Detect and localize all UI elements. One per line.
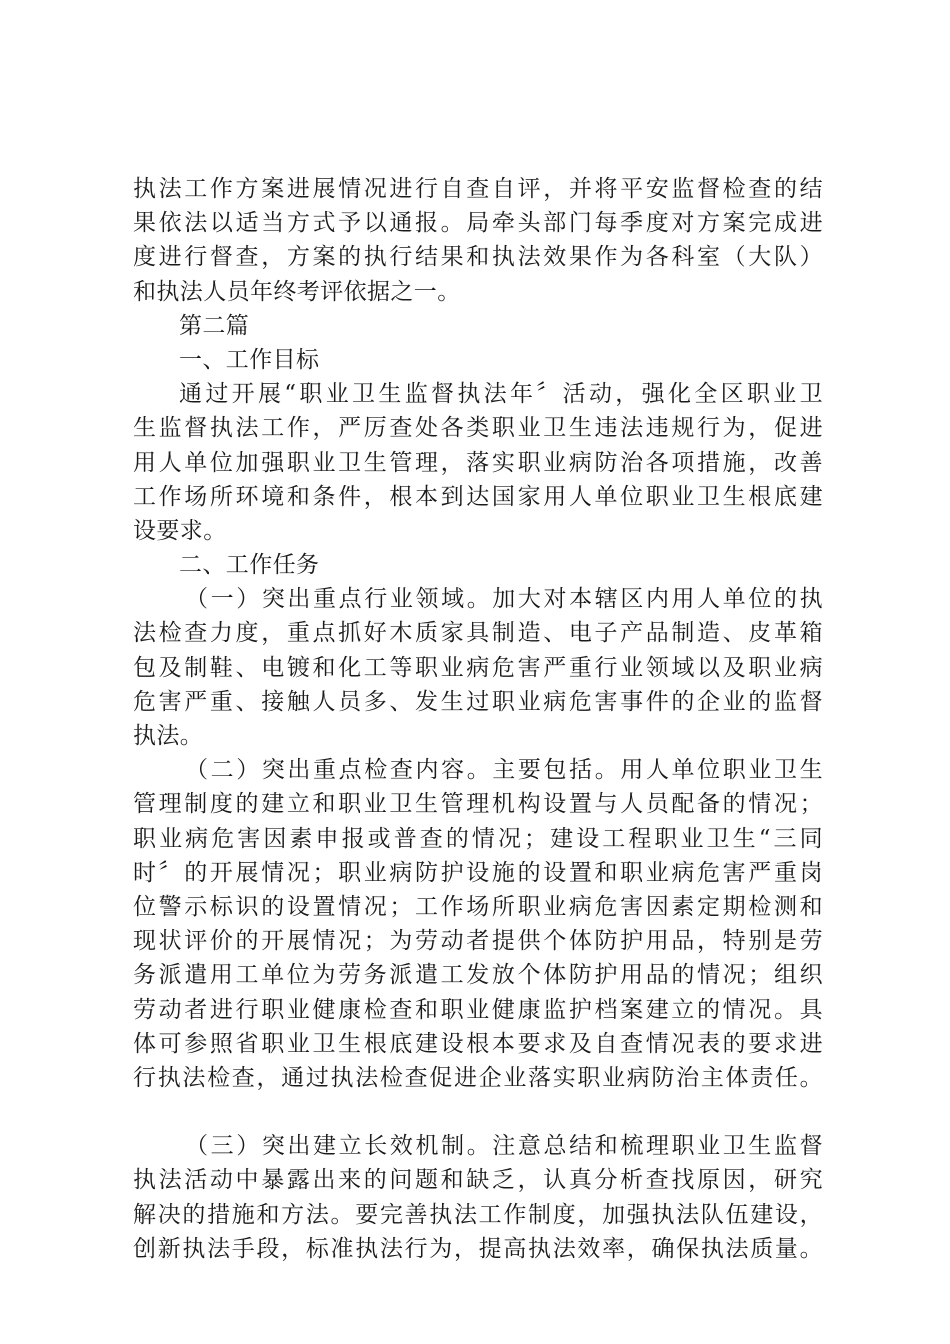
text-line: 务派遣用工单位为劳务派遣工发放个体防护用品的情况；组织 [133, 962, 823, 989]
text-line: 时〞的开展情况；职业病防护设施的设置和职业病危害严重岗 [133, 859, 823, 886]
text-line: 包及制鞋、电镀和化工等职业病危害严重行业领域以及职业病 [133, 654, 823, 681]
text-line: 果依法以适当方式予以通报。局牵头部门每季度对方案完成进 [133, 210, 823, 237]
text-line: 位警示标识的设置情况；工作场所职业病危害因素定期检测和 [133, 893, 823, 920]
text-line: 解决的措施和方法。要完善执法工作制度，加强执法队伍建设， [133, 1201, 823, 1228]
text-line: 设要求。 [133, 517, 227, 544]
blank-line [133, 1095, 823, 1129]
text-line: 体可参照省职业卫生根底建设根本要求及自查情况表的要求进 [133, 1030, 823, 1057]
text-line: 行执法检查，通过执法检查促进企业落实职业病防治主体责任。 [133, 1064, 823, 1091]
text-line: 和执法人员年终考评依据之一。 [133, 278, 461, 305]
text-line: 劳动者进行职业健康检查和职业健康监护档案建立的情况。具 [133, 996, 823, 1023]
paragraph [133, 172, 823, 309]
text-line: （三）突出建立长效机制。注意总结和梳理职业卫生监督 [185, 1133, 823, 1160]
paragraph [133, 582, 823, 753]
text-line: （一）突出重点行业领域。加大对本辖区内用人单位的执 [185, 586, 823, 613]
text-line: 一、工作目标 [179, 346, 320, 373]
text-line: 执法活动中暴露出来的问题和缺乏，认真分析查找原因，研究 [133, 1167, 823, 1194]
paragraph [133, 377, 823, 548]
text-line: 二、工作任务 [179, 552, 320, 579]
text-line: 通过开展“职业卫生监督执法年〞活动，强化全区职业卫 [179, 381, 823, 408]
section-heading [133, 548, 823, 582]
text-line: 生监督执法工作，严厉查处各类职业卫生违法违规行为，促进 [133, 415, 823, 442]
text-line: 度进行督查，方案的执行结果和执法效果作为各科室（大队） [133, 244, 823, 271]
text-line: （二）突出重点检查内容。主要包括。用人单位职业卫生 [185, 757, 823, 784]
text-line: 创新执法手段，标准执法行为，提高执法效率，确保执法质量。 [133, 1235, 823, 1262]
text-line: 执法工作方案进展情况进行自查自评，并将平安监督检查的结 [133, 176, 823, 202]
text-line: 执法。 [133, 723, 204, 749]
paragraph [133, 753, 823, 1095]
text-line: 管理制度的建立和职业卫生管理机构设置与人员配备的情况； [133, 791, 823, 818]
document-body [133, 172, 823, 1266]
text-line: 职业病危害因素申报或普查的情况；建设工程职业卫生“三同 [133, 825, 823, 852]
text-line: 工作场所环境和条件，根本到达国家用人单位职业卫生根底建 [133, 483, 823, 510]
text-line: 法检查力度，重点抓好木质家具制造、电子产品制造、皮革箱 [133, 620, 823, 647]
section-heading [133, 343, 823, 377]
paragraph [133, 1129, 823, 1266]
section-heading [133, 309, 823, 343]
text-line: 危害严重、接触人员多、发生过职业病危害事件的企业的监督 [133, 688, 823, 715]
text-line: 现状评价的开展情况；为劳动者提供个体防护用品，特别是劳 [133, 928, 823, 955]
text-line: 用人单位加强职业卫生管理，落实职业病防治各项措施，改善 [133, 449, 823, 476]
text-line: 第二篇 [179, 312, 250, 339]
